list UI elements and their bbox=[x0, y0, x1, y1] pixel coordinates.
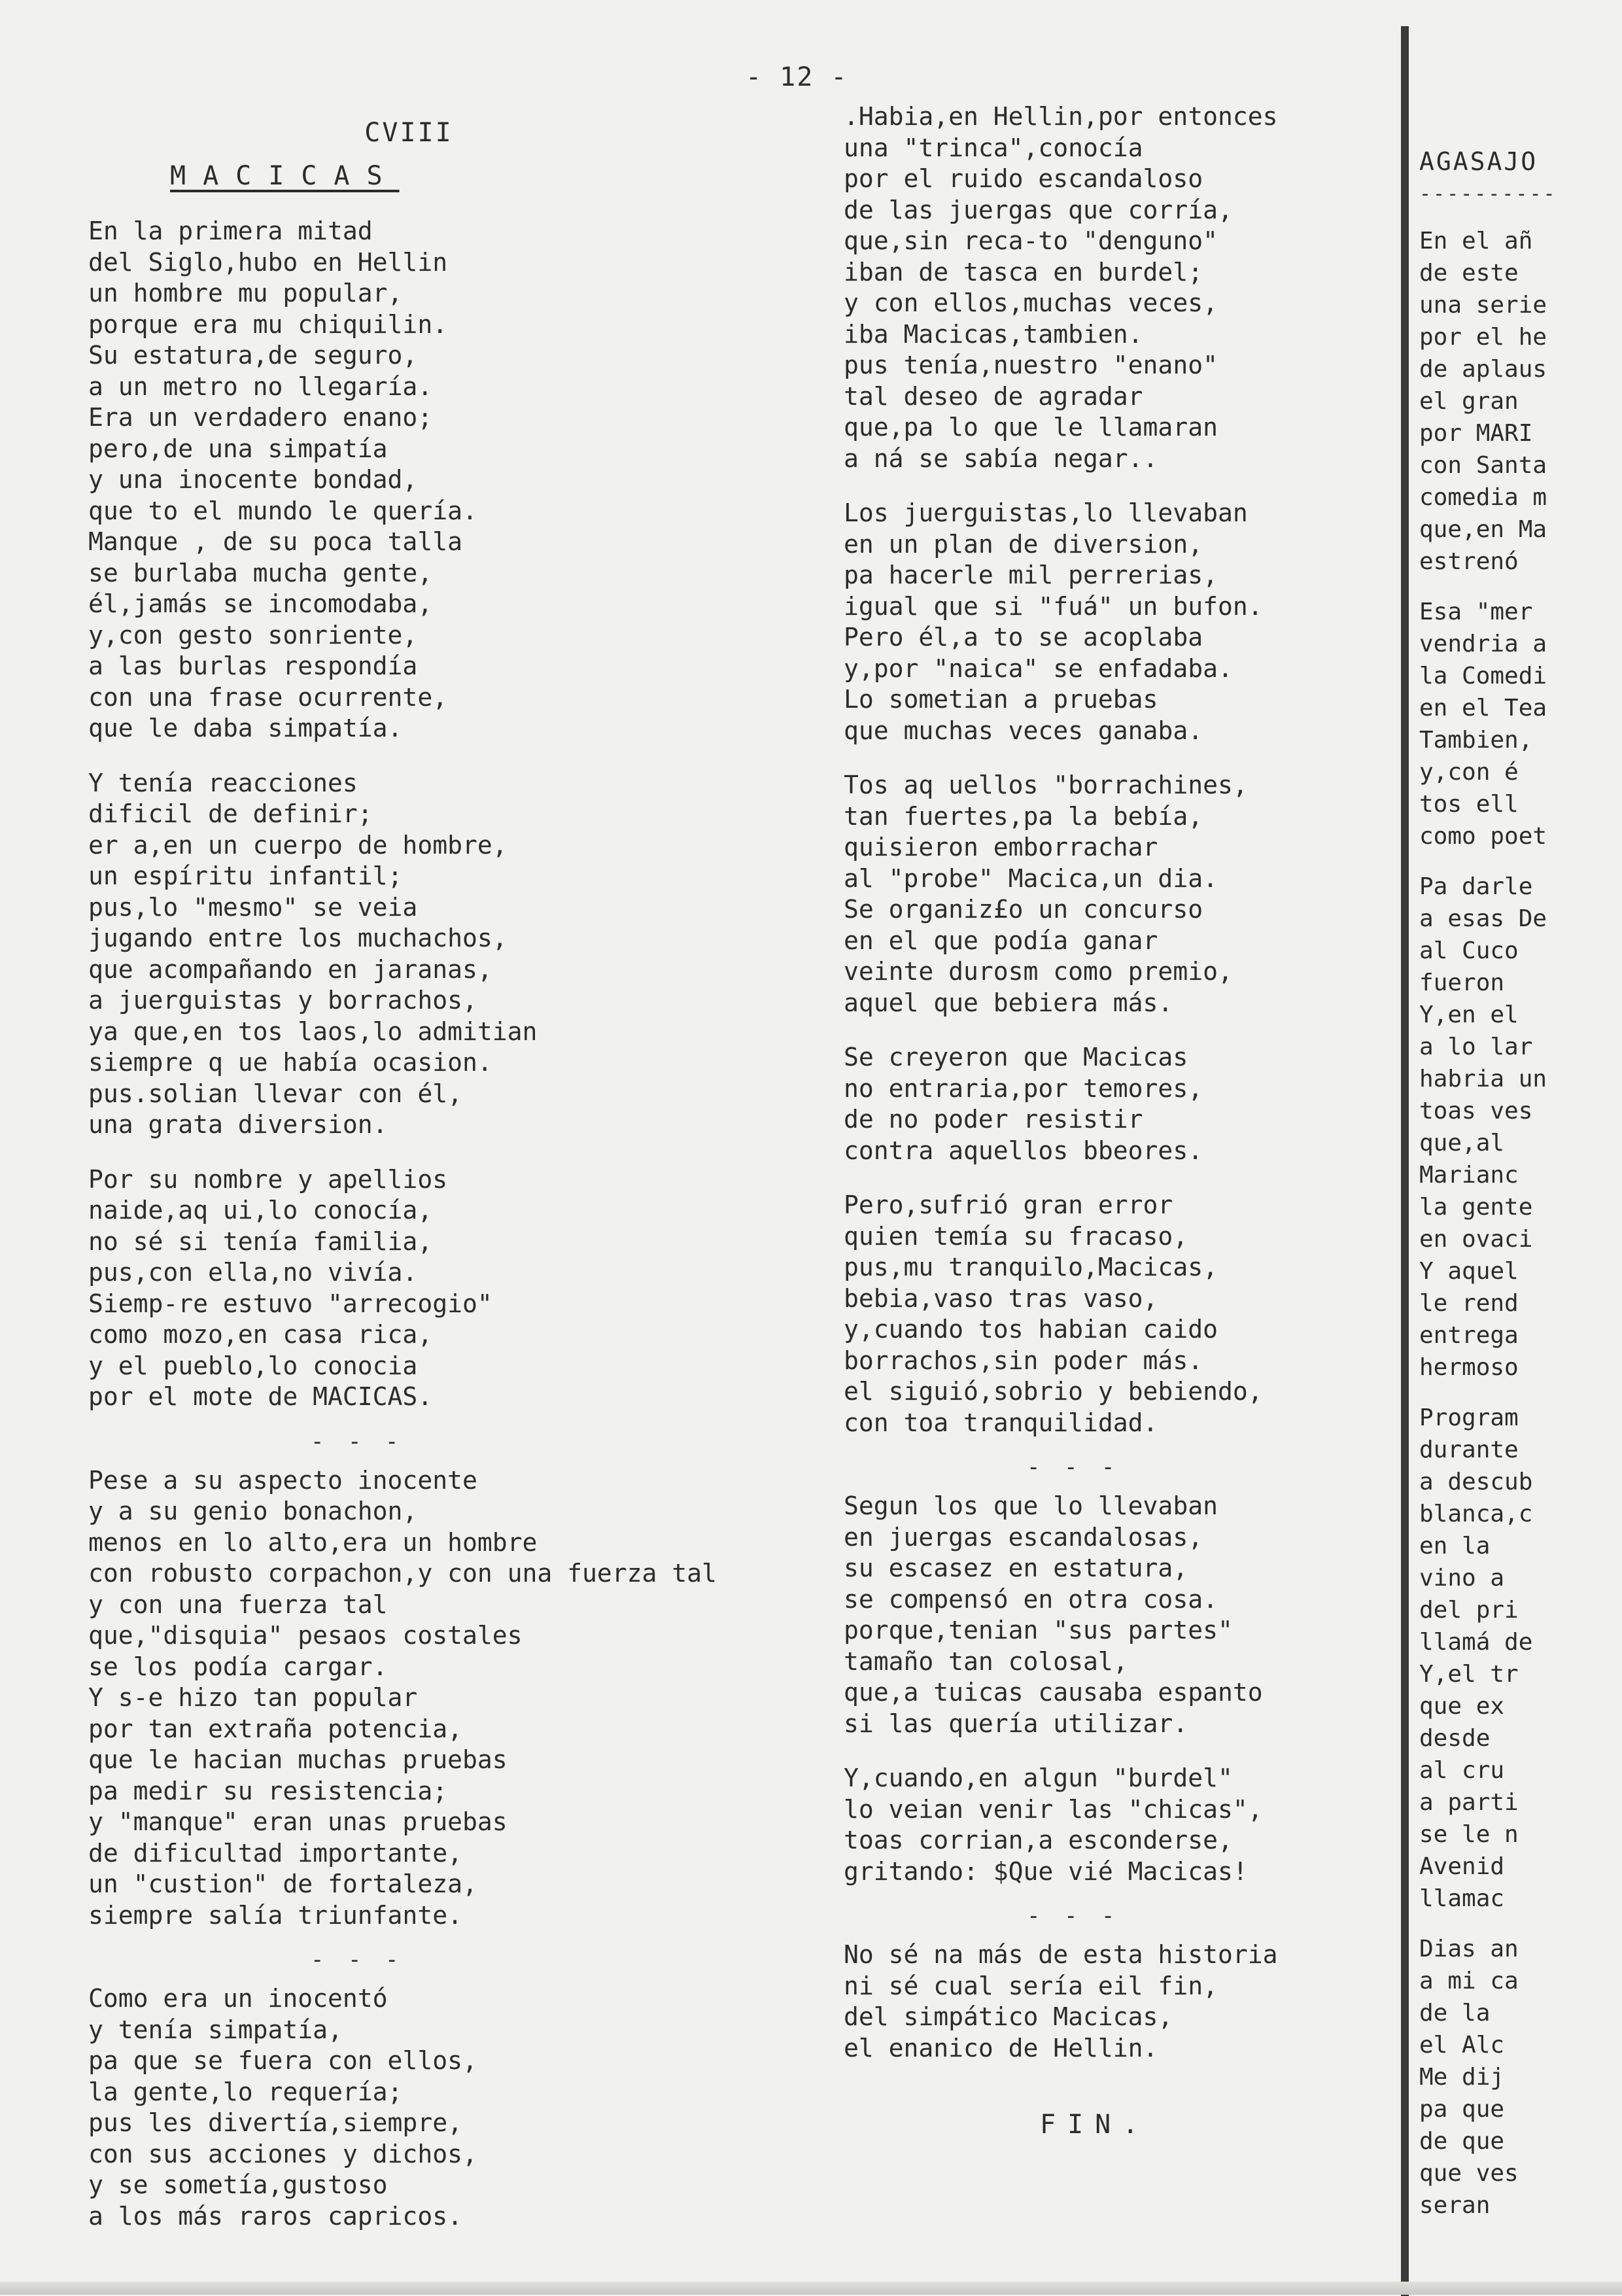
stanza bbox=[844, 1763, 1445, 1887]
verse-line: y,por "naica" se enfadaba. bbox=[844, 653, 1233, 683]
verse-line: vino a bbox=[1419, 1565, 1505, 1592]
verse-line: que ves bbox=[1419, 2160, 1519, 2187]
verse-line: ya que,en tos laos,lo admitian bbox=[88, 1017, 538, 1046]
verse-line: Se creyeron que Macicas bbox=[844, 1043, 1188, 1071]
stanza bbox=[844, 1042, 1445, 1166]
verse-line: Y s-e hizo tan popular bbox=[88, 1683, 418, 1712]
verse-line: la gente,lo requería; bbox=[88, 2077, 403, 2106]
verse-line: Program bbox=[1419, 1404, 1519, 1431]
verse-line: un espíritu infantil; bbox=[88, 861, 403, 890]
verse-line: la Comedi bbox=[1419, 663, 1547, 689]
stanza-separator: - - - bbox=[311, 1947, 404, 1973]
stanza bbox=[1419, 596, 1622, 852]
verse-line: y tenía simpatía, bbox=[88, 2015, 343, 2044]
verse-line: él,jamás se incomodaba, bbox=[88, 589, 433, 618]
column-3-cropped bbox=[1419, 147, 1622, 2286]
verse-line: Manque , de su poca talla bbox=[88, 527, 462, 556]
verse-line: aquel que bebiera más. bbox=[844, 988, 1173, 1017]
verse-line: tan fuertes,pa la bebía, bbox=[844, 801, 1203, 831]
verse-line: menos en lo alto,era un hombre bbox=[88, 1527, 538, 1557]
verse-line: Dias an bbox=[1419, 1936, 1519, 1962]
verse-line: un "custion" de fortaleza, bbox=[88, 1870, 477, 1898]
verse-line: dificil de definir; bbox=[88, 799, 373, 828]
verse-line: de las juergas que corría, bbox=[844, 195, 1233, 224]
verse-line: jugando entre los muchachos, bbox=[88, 924, 508, 952]
verse-line: por tan extraña potencia, bbox=[88, 1714, 462, 1743]
verse-line: Pero él,a to se acoplaba bbox=[844, 623, 1203, 652]
stanza-separator: - - - bbox=[1027, 1903, 1120, 1929]
verse-line: a descub bbox=[1419, 1469, 1533, 1495]
verse-line: con sus acciones y dichos, bbox=[88, 2139, 477, 2168]
verse-line: en ovaci bbox=[1419, 1226, 1533, 1253]
verse-line: pa medir su resistencia; bbox=[88, 1776, 448, 1805]
verse-line: a juerguistas y borrachos, bbox=[88, 986, 477, 1015]
verse-line: Como era un inocentó bbox=[88, 1984, 388, 2013]
verse-line: gritando: $Que vié Macicas! bbox=[844, 1856, 1248, 1886]
verse-line: de que bbox=[1419, 2128, 1505, 2155]
verse-line: que,a tuicas causaba espanto bbox=[844, 1678, 1263, 1707]
verse-line: Y tenía reacciones bbox=[88, 768, 358, 797]
verse-line: Se organiz£o un concurso bbox=[844, 895, 1203, 924]
verse-line: que le hacian muchas pruebas bbox=[88, 1745, 508, 1774]
verse-line: Era un verdadero enano; bbox=[88, 403, 433, 432]
verse-line: igual que si "fuá" un bufon. bbox=[844, 591, 1263, 621]
verse-line: toas corrian,a esconderse, bbox=[844, 1826, 1233, 1854]
verse-line: que,sin reca-to "denguno" bbox=[844, 226, 1218, 255]
verse-line: Tos aq uellos "borrachines, bbox=[844, 771, 1248, 799]
verse-line: desde bbox=[1419, 1725, 1491, 1752]
verse-line: en juergas escandalosas, bbox=[844, 1522, 1203, 1552]
verse-line: siempre salía triunfante. bbox=[88, 1900, 462, 1930]
verse-line: en un plan de diversion, bbox=[844, 529, 1203, 559]
verse-line: iba Macicas,tambien. bbox=[844, 319, 1143, 349]
verse-line: pus,lo "mesmo" se veia bbox=[88, 892, 418, 922]
column-1-body bbox=[88, 216, 814, 2232]
column-3-heading: AGASAJO bbox=[1419, 147, 1538, 176]
stanza bbox=[88, 768, 814, 1141]
verse-line: que acompañando en jaranas, bbox=[88, 954, 492, 984]
column-2-poem bbox=[844, 101, 1445, 2140]
verse-line: a las burlas respondía bbox=[88, 652, 418, 680]
verse-line: ni sé cual sería eil fin, bbox=[844, 1971, 1218, 2000]
verse-line: hermoso bbox=[1419, 1354, 1519, 1381]
column-3-body bbox=[1419, 225, 1622, 2221]
verse-line: y a su genio bonachon, bbox=[88, 1497, 418, 1525]
verse-line: .Habia,en Hellin,por entonces bbox=[844, 102, 1278, 131]
verse-line: quien temía su fracaso, bbox=[844, 1221, 1188, 1251]
stanza bbox=[844, 101, 1445, 474]
verse-line: que le daba simpatía. bbox=[88, 714, 403, 742]
stanza bbox=[844, 1190, 1445, 1438]
verse-line: por el he bbox=[1419, 324, 1547, 351]
verse-line: borrachos,sin poder más. bbox=[844, 1346, 1203, 1375]
verse-line: llamac bbox=[1419, 1885, 1505, 1912]
verse-line: de este bbox=[1419, 260, 1519, 287]
verse-line: comedia m bbox=[1419, 484, 1547, 511]
verse-line: una serie bbox=[1419, 292, 1547, 319]
verse-line: y se sometía,gustoso bbox=[88, 2170, 388, 2199]
verse-line: si las quería utilizar. bbox=[844, 1709, 1188, 1738]
verse-line: pus tenía,nuestro "enano" bbox=[844, 351, 1218, 379]
verse-line: y una inocente bondad, bbox=[88, 465, 418, 494]
verse-line: con una frase ocurrente, bbox=[88, 682, 448, 712]
verse-line: Esa "mer bbox=[1419, 599, 1533, 625]
verse-line: que ex bbox=[1419, 1693, 1505, 1720]
verse-line: y "manque" eran unas pruebas bbox=[88, 1807, 508, 1836]
verse-line: pa hacerle mil perrerias, bbox=[844, 561, 1218, 589]
verse-line: Y,cuando,en algun "burdel" bbox=[844, 1764, 1233, 1792]
verse-line: Pero,sufrió gran error bbox=[844, 1191, 1173, 1219]
verse-line: pa que se fuera con ellos, bbox=[88, 2046, 477, 2075]
verse-line: en la bbox=[1419, 1533, 1491, 1559]
verse-line: naide,aq ui,lo conocía, bbox=[88, 1196, 433, 1225]
stanza bbox=[88, 1164, 814, 1413]
verse-line: con toa tranquilidad. bbox=[844, 1408, 1158, 1437]
column-2-body bbox=[844, 101, 1445, 2064]
verse-line: No sé na más de esta historia bbox=[844, 1940, 1278, 1969]
verse-line: a un metro no llegaría. bbox=[88, 372, 433, 401]
verse-line: al "probe" Macica,un dia. bbox=[844, 863, 1218, 893]
verse-line: entrega bbox=[1419, 1322, 1519, 1349]
stanza bbox=[1419, 1402, 1622, 1915]
verse-line: se le n bbox=[1419, 1821, 1519, 1848]
verse-line: Lo sometian a pruebas bbox=[844, 685, 1158, 714]
verse-line: Pese a su aspecto inocente bbox=[88, 1465, 477, 1495]
verse-line: Por su nombre y apellios bbox=[88, 1164, 448, 1194]
verse-line: fueron bbox=[1419, 969, 1505, 996]
verse-line: estrenó bbox=[1419, 548, 1519, 575]
verse-line: el gran bbox=[1419, 388, 1519, 415]
verse-line: al Cuco bbox=[1419, 937, 1519, 964]
verse-line: con robusto corpachon,y con una fuerza tal bbox=[88, 1559, 717, 1588]
poem-title: MACICAS bbox=[170, 161, 400, 191]
verse-line: pus,con ella,no vivía. bbox=[88, 1258, 418, 1287]
stanza bbox=[844, 498, 1445, 746]
verse-line: a mi ca bbox=[1419, 1968, 1519, 1994]
verse-line: iban de tasca en burdel; bbox=[844, 257, 1203, 287]
verse-line: llamá de bbox=[1419, 1629, 1533, 1656]
stanza bbox=[1419, 871, 1622, 1383]
verse-line: quisieron emborrachar bbox=[844, 833, 1158, 861]
verse-line: Los juerguistas,lo llevaban bbox=[844, 498, 1248, 527]
page-number: - 12 - bbox=[746, 62, 848, 92]
verse-line: habria un bbox=[1419, 1066, 1547, 1092]
verse-line: En la primera mitad bbox=[88, 217, 373, 245]
column-3-underline: ---------- bbox=[1419, 183, 1557, 205]
poem-number: CVIII bbox=[364, 118, 453, 148]
verse-line: porque era mu chiquilin. bbox=[88, 309, 448, 339]
stanza bbox=[88, 1465, 814, 1932]
verse-line: Marianc bbox=[1419, 1162, 1519, 1189]
verse-line: el Alc bbox=[1419, 2032, 1505, 2059]
paper-edge bbox=[0, 2282, 1622, 2295]
verse-line: Tambien, bbox=[1419, 727, 1533, 754]
verse-line: porque,tenian "sus partes" bbox=[844, 1616, 1233, 1644]
verse-line: la gente bbox=[1419, 1194, 1533, 1221]
verse-line: a esas De bbox=[1419, 905, 1547, 932]
stanza bbox=[88, 216, 814, 744]
verse-line: a lo lar bbox=[1419, 1034, 1533, 1060]
verse-line: no entraria,por temores, bbox=[844, 1073, 1203, 1103]
verse-line: veinte durosm como premio, bbox=[844, 957, 1233, 986]
verse-line: Siemp-re estuvo "arrecogio" bbox=[88, 1289, 492, 1318]
verse-line: Segun los que lo llevaban bbox=[844, 1491, 1218, 1520]
stanza bbox=[1419, 225, 1622, 578]
verse-line: de la bbox=[1419, 2000, 1491, 2026]
verse-line: er a,en un cuerpo de hombre, bbox=[88, 830, 508, 860]
verse-line: tamaño tan colosal, bbox=[844, 1646, 1128, 1676]
verse-line: por el mote de MACICAS. bbox=[88, 1382, 433, 1411]
verse-line: se burlaba mucha gente, bbox=[88, 558, 433, 587]
verse-line: le rend bbox=[1419, 1290, 1519, 1317]
verse-line: como poet bbox=[1419, 823, 1547, 850]
end-mark: FIN. bbox=[1040, 2110, 1150, 2140]
verse-line: siempre q ue había ocasion. bbox=[88, 1048, 492, 1077]
verse-line: Y aquel bbox=[1419, 1258, 1519, 1285]
verse-line: por el ruido escandaloso bbox=[844, 164, 1203, 193]
verse-line: a parti bbox=[1419, 1789, 1519, 1816]
verse-line: vendria a bbox=[1419, 631, 1547, 657]
stanza bbox=[88, 1983, 814, 2232]
verse-line: que,en Ma bbox=[1419, 516, 1547, 543]
verse-line: y el pueblo,lo conocia bbox=[88, 1351, 418, 1380]
verse-line: el enanico de Hellin. bbox=[844, 2033, 1158, 2062]
verse-line: Y,el tr bbox=[1419, 1661, 1519, 1688]
verse-line: del pri bbox=[1419, 1597, 1519, 1624]
verse-line: una grata diversion. bbox=[88, 1110, 388, 1139]
verse-line: no sé si tenía familia, bbox=[88, 1226, 433, 1256]
verse-line: que,pa lo que le llamaran bbox=[844, 413, 1218, 442]
verse-line: Y,en el bbox=[1419, 1001, 1519, 1028]
column-1-poem bbox=[88, 118, 814, 2255]
verse-line: Su estatura,de seguro, bbox=[88, 341, 418, 370]
stanza bbox=[844, 770, 1445, 1018]
verse-line: Me dij bbox=[1419, 2064, 1505, 2091]
verse-line: y con una fuerza tal bbox=[88, 1590, 388, 1619]
verse-line: a los más raros capricos. bbox=[88, 2201, 462, 2231]
stanza bbox=[844, 1491, 1445, 1739]
verse-line: durante bbox=[1419, 1436, 1519, 1463]
verse-line: pero,de una simpatía bbox=[88, 434, 388, 463]
verse-line: que muchas veces ganaba. bbox=[844, 716, 1203, 745]
verse-line: una "trinca",conocía bbox=[844, 133, 1143, 162]
verse-line: del Siglo,hubo en Hellin bbox=[88, 247, 448, 277]
verse-line: y con ellos,muchas veces, bbox=[844, 288, 1218, 317]
verse-line: tal deseo de agradar bbox=[844, 381, 1143, 411]
verse-line: como mozo,en casa rica, bbox=[88, 1320, 433, 1349]
verse-line: seran bbox=[1419, 2192, 1491, 2219]
verse-line: tos ell bbox=[1419, 791, 1519, 818]
page-gutter bbox=[1401, 26, 1409, 2296]
verse-line: a ná se sabía negar.. bbox=[844, 444, 1158, 473]
verse-line: de no poder resistir bbox=[844, 1105, 1143, 1134]
verse-line: el siguió,sobrio y bebiendo, bbox=[844, 1377, 1263, 1406]
verse-line: por MARI bbox=[1419, 420, 1533, 447]
verse-line: blanca,c bbox=[1419, 1501, 1533, 1527]
verse-line: del simpático Macicas, bbox=[844, 2002, 1173, 2031]
verse-line: y,con gesto sonriente, bbox=[88, 620, 418, 650]
verse-line: En el añ bbox=[1419, 228, 1533, 254]
stanza bbox=[1419, 1933, 1622, 2221]
verse-line: toas ves bbox=[1419, 1098, 1533, 1124]
verse-line: de aplaus bbox=[1419, 356, 1547, 383]
verse-line: pus,mu tranquilo,Macicas, bbox=[844, 1253, 1218, 1281]
verse-line: bebia,vaso tras vaso, bbox=[844, 1283, 1158, 1313]
verse-line: su escasez en estatura, bbox=[844, 1554, 1188, 1582]
verse-line: se los podía cargar. bbox=[88, 1652, 388, 1681]
verse-line: en el Tea bbox=[1419, 695, 1547, 722]
verse-line: en el que podía ganar bbox=[844, 926, 1158, 955]
verse-line: que to el mundo le quería. bbox=[88, 496, 477, 525]
verse-line: al cru bbox=[1419, 1757, 1505, 1784]
verse-line: que,"disquia" pesaos costales bbox=[88, 1621, 523, 1650]
verse-line: pus les divertía,siempre, bbox=[88, 2108, 462, 2137]
verse-line: que,al bbox=[1419, 1130, 1505, 1157]
verse-line: y,cuando tos habian caido bbox=[844, 1315, 1218, 1344]
stanza bbox=[844, 1939, 1445, 2064]
verse-line: de dificultad importante, bbox=[88, 1838, 462, 1868]
verse-line: y,con é bbox=[1419, 759, 1519, 786]
stanza-separator: - - - bbox=[311, 1428, 404, 1455]
verse-line: Avenid bbox=[1419, 1853, 1505, 1880]
verse-line: pa que bbox=[1419, 2096, 1505, 2123]
verse-line: contra aquellos bbeores. bbox=[844, 1136, 1203, 1165]
stanza-separator: - - - bbox=[1027, 1454, 1120, 1480]
verse-line: con Santa bbox=[1419, 452, 1547, 479]
verse-line: un hombre mu popular, bbox=[88, 279, 403, 307]
verse-line: Pa darle bbox=[1419, 873, 1533, 900]
verse-line: se compensó en otra cosa. bbox=[844, 1584, 1218, 1614]
verse-line: lo veian venir las "chicas", bbox=[844, 1794, 1263, 1824]
verse-line: pus.solian llevar con él, bbox=[88, 1079, 462, 1108]
